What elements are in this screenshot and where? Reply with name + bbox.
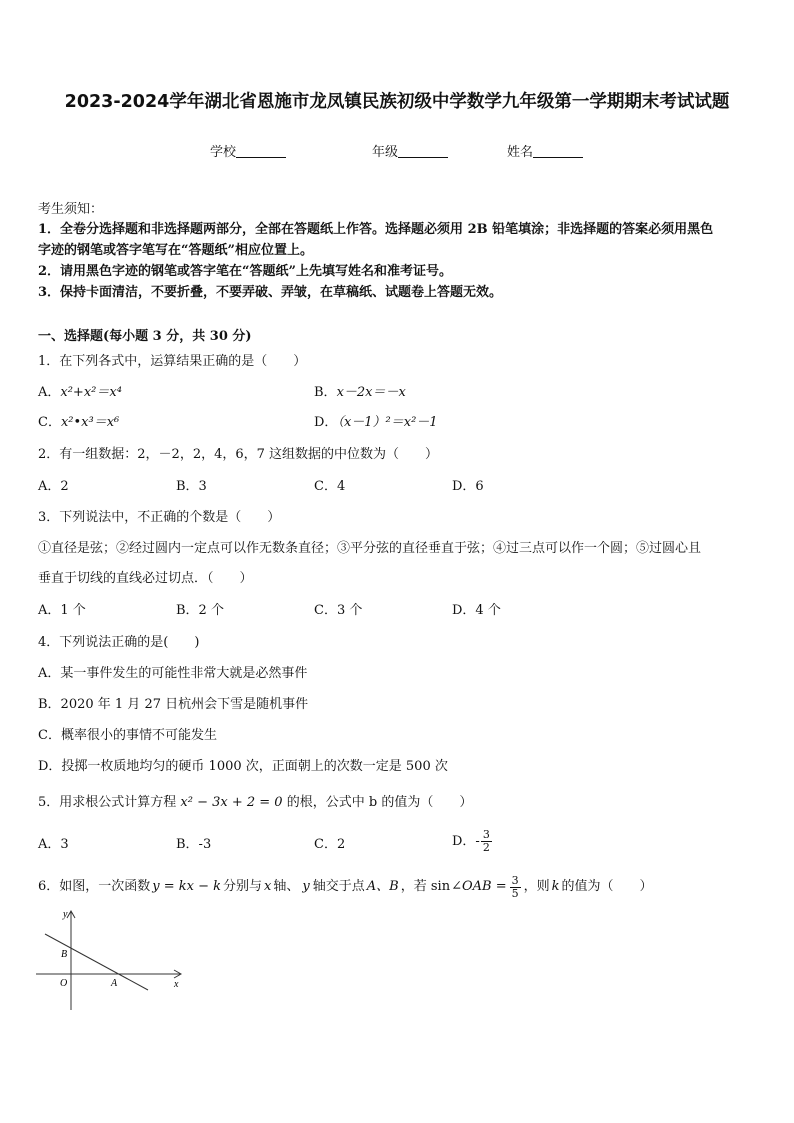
q2-stem: 2．有一组数据：2，－2，2，4，6，7 这组数据的中位数为（ ） [38,447,439,462]
q5-option-a[interactable]: A．3 [38,837,69,852]
x-axis-label: x [174,979,179,990]
q5-equation: x² − 3x + 2 = 0 [180,795,283,810]
q4-stem: 4．下列说法正确的是( ) [38,635,200,650]
q1-option-c[interactable]: C．x²•x³＝x⁶ [38,415,120,430]
q1-stem: 1．在下列各式中，运算结果正确的是（ ） [38,354,307,369]
school-blank[interactable] [236,145,286,158]
grade-blank[interactable] [398,145,448,158]
q5-option-c[interactable]: C．2 [314,837,346,852]
origin-label: O [60,978,68,989]
q2-option-a[interactable]: A．2 [38,479,69,494]
q5-stem: 5．用求根公式计算方程 x² − 3x + 2 = 0 的根，公式中 b 的值为（ ） [38,795,473,810]
q6-stem: 6．如图，一次函数 y = kx − k 分别与 x 轴、 y 轴交于点 A、B ，若 sin ∠OAB = $\frac{3}{5}$ ，则 k 的值为（ ） [38,873,653,900]
q4-option-b[interactable]: B．2020 年 1 月 27 日杭州会下雪是随机事件 [38,697,309,712]
q3-body-line2: 垂直于切线的直线必过切点．（ ） [38,571,253,586]
name-blank[interactable] [533,145,583,158]
q1-option-d[interactable]: D．（x－1）²＝x²－1 [314,415,438,430]
school-field[interactable]: 学校 [210,141,286,160]
q5-fraction: $\frac{3}{2}$ [482,828,490,854]
q5-option-d[interactable]: D．- $\frac{3}{2}$ [452,828,490,854]
notice-heading: 考生须知： [38,202,104,217]
notice-item-3: 3．保持卡面清洁，不要折叠，不要弄破、弄皱，在草稿纸、试题卷上答题无效。 [38,285,503,300]
q3-option-b[interactable]: B．2 个 [176,603,224,618]
section-heading: 一、选择题(每小题 3 分，共 30 分) [38,329,252,344]
q3-option-d[interactable]: D．4 个 [452,603,501,618]
q6-figure [36,908,186,1012]
q3-option-c[interactable]: C．3 个 [314,603,363,618]
point-a-label: A [111,978,118,989]
notice-item-2: 2．请用黑色字迹的钢笔或答字笔在“答题纸”上先填写姓名和准考证号。 [38,264,453,279]
q1-option-a[interactable]: A．x²+x²＝x⁴ [38,385,122,400]
q1-option-b[interactable]: B．x－2x＝－x [314,385,406,400]
q6-function: y = kx − k [152,879,222,894]
q2-option-b[interactable]: B．3 [176,479,207,494]
q6-fraction: $\frac{3}{5}$ [511,873,519,900]
q4-option-a[interactable]: A．某一事件发生的可能性非常大就是必然事件 [38,666,308,681]
q2-option-d[interactable]: D．6 [452,479,484,494]
q3-stem: 3．下列说法中，不正确的个数是（ ） [38,510,281,525]
notice-item-1a: 1．全卷分选择题和非选择题两部分，全部在答题纸上作答。选择题必须用 2B 铅笔填涂；非选择题的答案必须用黑色 [38,222,714,237]
q2-option-c[interactable]: C．4 [314,479,346,494]
q4-option-c[interactable]: C．概率很小的事情不可能发生 [38,728,217,743]
q3-body-line1: ①直径是弦；②经过圆内一定点可以作无数条直径；③平分弦的直径垂直于弦；④过三点可以作一个圆；⑤过圆心且 [38,541,702,556]
q4-option-d[interactable]: D．投掷一枚质地均匀的硬币 1000 次，正面朝上的次数一定是 500 次 [38,759,448,774]
grade-field[interactable]: 年级 [372,141,448,160]
q5-option-b[interactable]: B．-3 [176,837,212,852]
point-b-label: B [61,949,68,960]
y-axis-label: y [63,909,68,920]
name-field[interactable]: 姓名 [507,141,583,160]
q3-option-a[interactable]: A．1 个 [38,603,86,618]
exam-title: 2023-2024学年湖北省恩施市龙凤镇民族初级中学数学九年级第一学期期末考试试题 [64,92,730,112]
notice-item-1b: 字迹的钢笔或答字笔写在“答题纸”相应位置上。 [38,243,313,258]
